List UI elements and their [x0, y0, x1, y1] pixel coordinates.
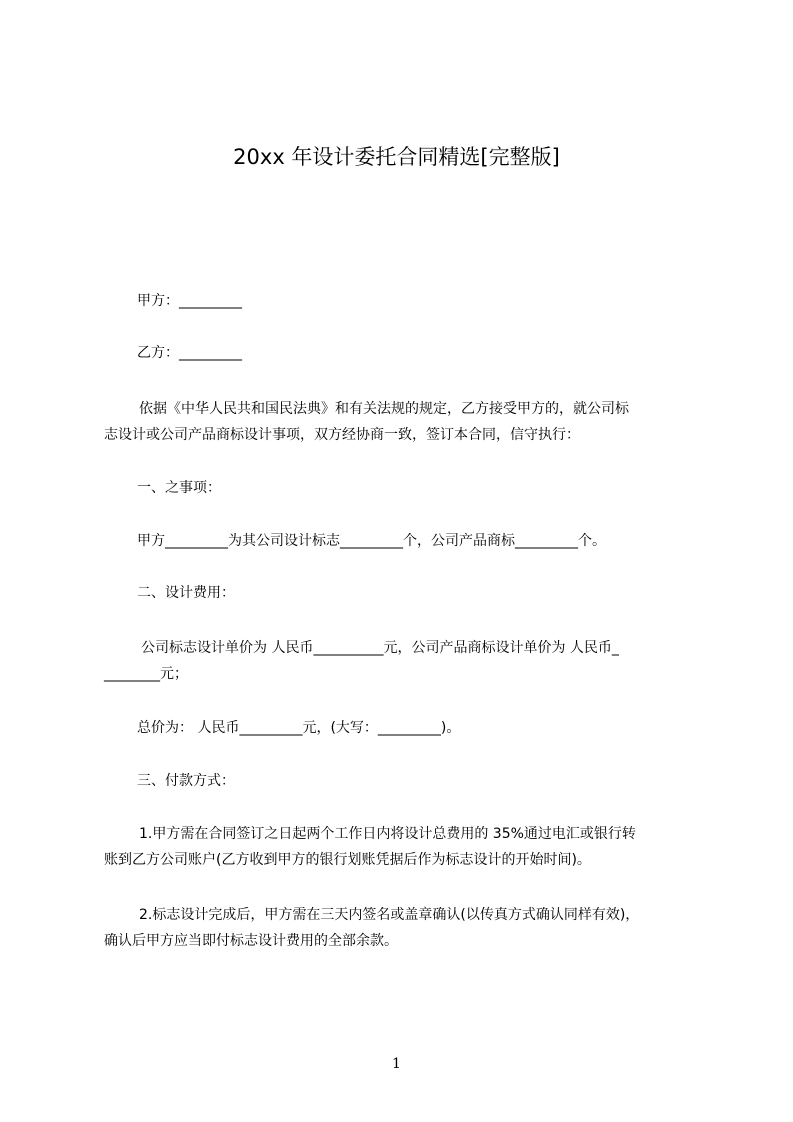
unit-price-line-2: ________元；: [104, 666, 188, 682]
party-a-line: 甲方：_________: [137, 293, 242, 309]
page-title: 20xx 年设计委托合同精选[完整版]: [233, 145, 560, 169]
preamble-line-2: 志设计或公司产品商标设计事项，双方经协商一致，签订本合同，信守执行：: [104, 427, 580, 443]
unit-price-line-1: 公司标志设计单价为 人民币__________元，公司产品商标设计单价为 人民币_: [141, 640, 619, 656]
section-1-heading: 一、之事项：: [137, 480, 221, 496]
payment-item-1: [104, 821, 704, 873]
payment-item-2: [104, 902, 704, 954]
section-2-heading: 二、设计费用：: [137, 585, 235, 601]
payment-item-1-line-2: 账到乙方公司账户(乙方收到甲方的银行划账凭据后作为标志设计的开始时间)。: [104, 852, 591, 868]
total-price-line: 总价为： 人民币_________元，(大写：_________)。: [137, 720, 461, 736]
page-number: 1: [392, 1056, 401, 1072]
payment-item-2-line-2: 确认后甲方应当即付标志设计费用的全部余款。: [104, 933, 398, 949]
party-b-line: 乙方：_________: [137, 345, 242, 361]
payment-item-2-line-1: 2.标志设计完成后，甲方需在三天内签名或盖章确认(以传真方式确认同样有效)，: [139, 907, 640, 923]
payment-item-1-line-1: 1.甲方需在合同签订之日起两个工作日内将设计总费用的 35%通过电汇或银行转: [139, 826, 636, 842]
unit-price-paragraph: [104, 635, 704, 687]
section-3-heading: 三、付款方式：: [137, 773, 235, 789]
preamble-paragraph: [104, 396, 704, 448]
section-1-body: 甲方_________为其公司设计标志_________个，公司产品商标_________个。: [137, 533, 606, 549]
preamble-line-1: 依据《中华人民共和国民法典》和有关法规的规定，乙方接受甲方的，就公司标: [139, 401, 629, 417]
